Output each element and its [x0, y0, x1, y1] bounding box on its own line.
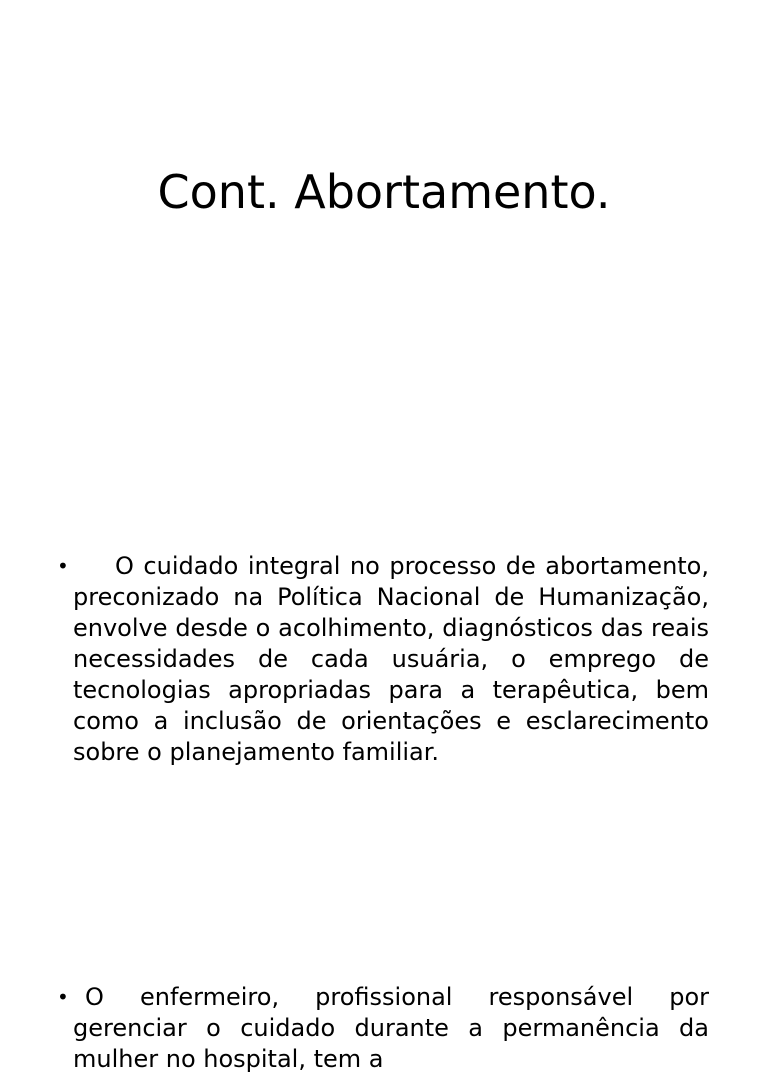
bullet-symbol: • [57, 985, 69, 1009]
bullet-item-2 [57, 982, 709, 1075]
bullet-item-1 [57, 551, 709, 768]
bullet-text-1-content: O cuidado integral no processo de abortamento, preconizado na Política Nacional de Humanização, envolve desde o acolhimento, diagnósticos das reais necessidades de cada usuária, o emprego de tecnologias apropriadas para a terapêutica, bem como a inclusão de orientações e esclarecimento sobre o planejamento familiar. [73, 552, 709, 766]
bullet-text-2 [73, 982, 709, 1075]
slide-title: Cont. Abortamento. [157, 165, 611, 219]
bullet-text-1 [73, 551, 709, 768]
bullet-text-2-content: O enfermeiro, profissional responsável por gerenciar o cuidado durante a permanência da mulher no hospital, tem a [73, 983, 709, 1073]
bullet-symbol: • [57, 554, 69, 578]
